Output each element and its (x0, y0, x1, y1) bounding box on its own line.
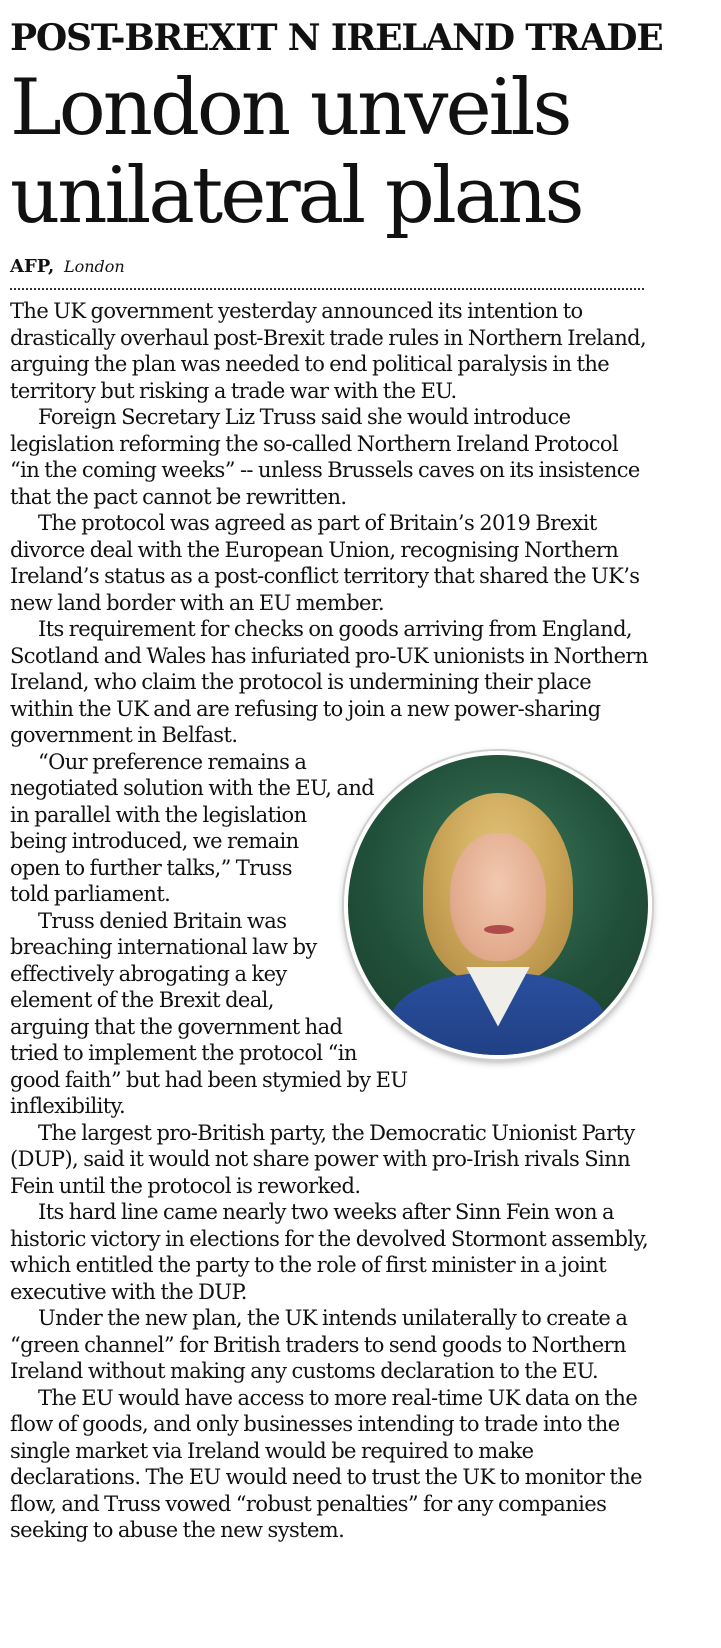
dotted-divider (10, 288, 644, 290)
paragraph: Foreign Secretary Liz Truss said she would introduce legislation reforming the so-called Northern Ireland Protocol “in the coming weeks” -- unless Brussels caves on its insistence that the pact cannot be rewritten. (10, 405, 640, 509)
article-body (10, 298, 650, 1544)
paragraph: The protocol was agreed as part of Britain’s 2019 Brexit divorce deal with the European Union, recognising Northern Ireland’s status as a post-conflict territory that shared the UK’s new land border with an EU member. (10, 511, 640, 615)
photo-mouth-shape (484, 925, 514, 934)
article-headline (10, 64, 710, 240)
paragraph: Truss denied Britain was breaching international law by effectively abrogating a key element of the Brexit deal, arguing that the government had tried to implement the protocol “in good faith” but had been stymied by EU inflexibility. (10, 908, 408, 1118)
byline-agency: AFP, (10, 256, 55, 277)
byline (10, 256, 710, 278)
article-kicker: POST-BREXIT N IRELAND TRADE (10, 17, 663, 59)
headline-line-1: London unveils (10, 63, 570, 153)
paragraph: The largest pro-British party, the Democratic Unionist Party (DUP), said it would not share power with pro-Irish rivals Sinn Fein until the protocol is reworked. (10, 1120, 635, 1198)
paragraph: The EU would have access to more real-time UK data on the flow of goods, and only businesses intending to trade into the single market via Ireland would be required to make declarations. The EU would need to trust the UK to monitor the flow, and Truss vowed “robust penalties” for any companies seeking to abuse the new system. (10, 1385, 643, 1542)
paragraph: Its hard line came nearly two weeks after Sinn Fein won a historic victory in elections for the devolved Stormont assembly, which entitled the party to the role of first minister in a joint executive with the DUP. (10, 1200, 649, 1304)
portrait-photo (344, 751, 652, 1059)
photo-face-shape (450, 833, 546, 961)
news-article (10, 16, 710, 1544)
paragraph: Its requirement for checks on goods arriving from England, Scotland and Wales has infuriated pro-UK unionists in Northern Ireland, who claim the protocol is undermining their place within the UK and are refusing to join a new power-sharing government in Belfast. (10, 617, 648, 747)
paragraph: The UK government yesterday announced its intention to drastically overhaul post-Brexit trade rules in Northern Ireland, arguing the plan was needed to end political paralysis in the territory but risking a trade war with the EU. (10, 299, 647, 403)
paragraph: “Our preference remains a negotiated solution with the EU, and in parallel with the legislation being introduced, we remain open to further talks,” Truss told parliament. (10, 749, 375, 906)
paragraph: Under the new plan, the UK intends unilaterally to create a “green channel” for British traders to send goods to Northern Ireland without making any customs declaration to the EU. (10, 1306, 628, 1383)
headline-line-2: unilateral plans (10, 151, 582, 241)
byline-place: London (63, 257, 125, 276)
